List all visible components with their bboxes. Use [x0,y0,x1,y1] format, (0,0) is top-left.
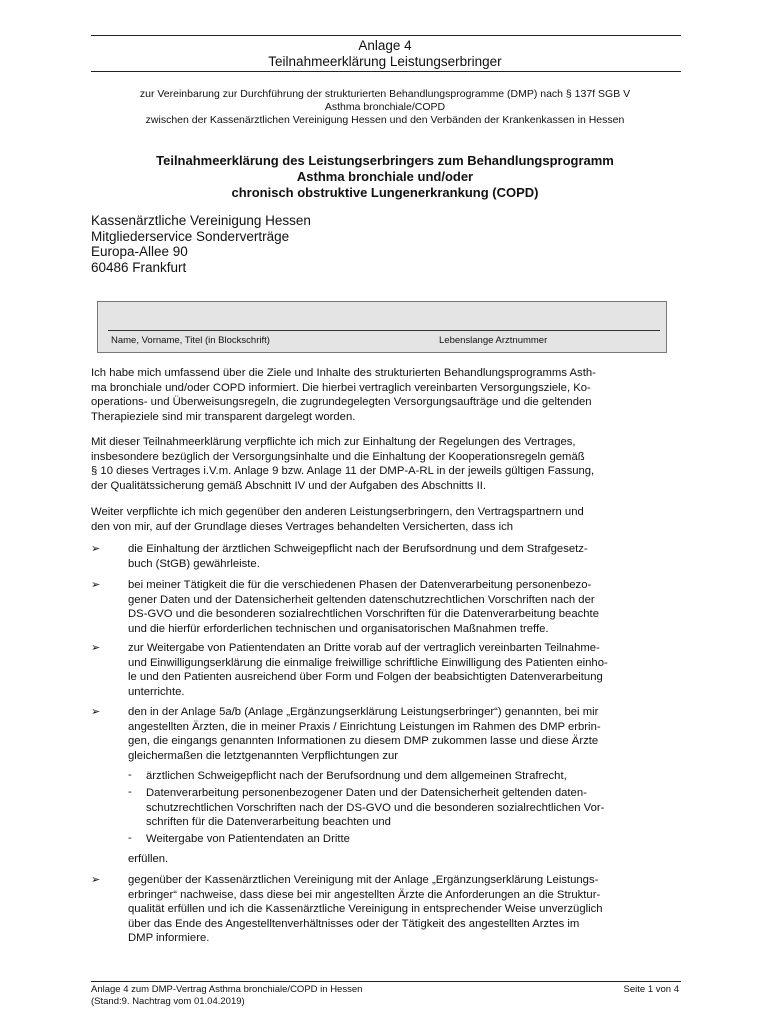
dash-marker: - [128,832,132,844]
sub-list-item: ärztlichen Schweigepflicht nach der Berufsordnung und dem allgemeinen Strafrecht, [146,770,567,782]
sub-list-closing: erfüllen. [128,853,169,865]
bullet-arrow-icon: ➢ [91,579,101,591]
list-item: zur Weitergabe von Patientendaten an Dritte vorab auf der vertraglich vereinbarten Teilnahme- und Einwilligungserklärung die einmalige freiwillige schriftliche Einwilligung des Patienten einho- le und den Patienten ausreichend über Form und Folgen der beabsichtigten Datenverarbeitung unterrichte. [128,642,608,698]
footer-document-info: Anlage 4 zum DMP-Vertrag Asthma bronchiale/COPD in Hessen (Stand:9. Nachtrag vom 01.04.2019) [91,984,363,1007]
dash-marker: - [128,769,132,781]
footer-rule [91,981,681,982]
name-input-box[interactable] [97,301,667,353]
list-item: den in der Anlage 5a/b (Anlage „Ergänzungserklärung Leistungserbringer“) genannten, bei mir angestellten Ärzten, die in meiner Praxis / Einrichtung Leistungen im Rahmen des DMP erbrin- gen, die eingangs genannten Informationen zu diesem DMP zukommen lasse und diese Ärzte gleichermaßen die letztgenannten Verpflichtungen zur [128,706,601,762]
signature-line [108,330,660,331]
title-rule [91,71,681,72]
paragraph-obligation: Mit dieser Teilnahmeerklärung verpflichte ich mich zur Einhaltung der Regelungen des Vertrages, insbesondere bezüglich der Versorgungsinhalte und die Einhaltung der Kooperationsregeln gemäß § 10 dieses Vertrages i.V.m. Anlage 9 bzw. Anlage 11 der DMP-A-RL in der jeweils gültigen Fassung, der Qualitätssicherung gemäß Abschnitt IV und der Aufgaben des Abschnitts II. [91,436,595,492]
agreement-subtitle: zur Vereinbarung zur Durchführung der strukturierten Behandlungsprogramme (DMP) nach § 137f SGB V Asthma bronchiale/COPD zwischen der Kassenärztlichen Vereinigung Hessen und den Verbänden der Krankenkassen in Hessen [139,88,631,126]
top-rule [91,35,681,36]
recipient-address: Kassenärztliche Vereinigung Hessen Mitgliederservice Sonderverträge Europa-Allee 90 60486 Frankfurt [91,213,311,275]
page-number: Seite 1 von 4 [623,984,679,995]
bullet-arrow-icon: ➢ [91,874,101,886]
list-item: gegenüber der Kassenärztlichen Vereinigung mit der Anlage „Ergänzungserklärung Leistungs- erbringer“ nachweise, dass diese bei mir angestellten Ärzte die Anforderungen an die Struktur- qualität erfüllen und ich die Kassenärztliche Vereinigung in entsprechender Weise unverzüglich über das Ende des Angestelltenverhältnisses oder der Tätigkeit des angestellten Arztes im DMP informiere. [128,874,603,944]
arztnummer-field-label: Lebenslange Arztnummer [439,335,548,346]
list-item: die Einhaltung der ärztlichen Schweigepflicht nach der Berufsordnung und dem Strafgesetz- buch (StGB) gewährleiste. [128,543,588,570]
document-title: Teilnahmeerklärung Leistungserbringer [268,54,502,69]
document-title-annex: Anlage 4 [358,38,412,53]
paragraph-information: Ich habe mich umfassend über die Ziele und Inhalte des strukturierten Behandlungsprogramms Asth- ma bronchiale und/oder COPD informiert. Die hierbei vertraglich vereinbarten Versorgungsziele, Ko- operations- und Überweisungsregeln, die zugrundegelegten Versorgungsaufträge und die geltenden Therapieziele sind mir transparent dargelegt worden. [91,367,596,423]
bullet-arrow-icon: ➢ [91,642,101,654]
bullet-arrow-icon: ➢ [91,543,101,555]
sub-list-item: Datenverarbeitung personenbezogener Daten und der Datensicherheit geltenden daten- schutzrechtlichen Vorschriften nach der DS-GVO und die besonderen sozialrechtlichen Vor- schriften für die Datenverarbeitung beachten und [146,787,605,828]
sub-list-item: Weitergabe von Patientendaten an Dritte [146,833,350,845]
name-field-label: Name, Vorname, Titel (in Blockschrift) [111,335,270,346]
bullet-arrow-icon: ➢ [91,706,101,718]
section-heading: Teilnahmeerklärung des Leistungserbringers zum Behandlungsprogramm Asthma bronchiale und/oder chronisch obstruktive Lungenerkrankung (COPD) [156,153,614,200]
paragraph-commitment: Weiter verpflichte ich mich gegenüber den anderen Leistungserbringern, den Vertragspartnern und den von mir, auf der Grundlage dieses Vertrages behandelten Versicherten, dass ich [91,506,584,533]
list-item: bei meiner Tätigkeit die für die verschiedenen Phasen der Datenverarbeitung personenbezo- gener Daten und der Datensicherheit geltenden datenschutzrechtlichen Vorschriften nach der DS-GVO und die besonderen sozialrechtlichen Vorschriften für die Datenverarbeitung beachte und die hierfür erforderlichen technischen und organisatorischen Maßnahmen treffe. [128,579,599,635]
dash-marker: - [128,786,132,798]
